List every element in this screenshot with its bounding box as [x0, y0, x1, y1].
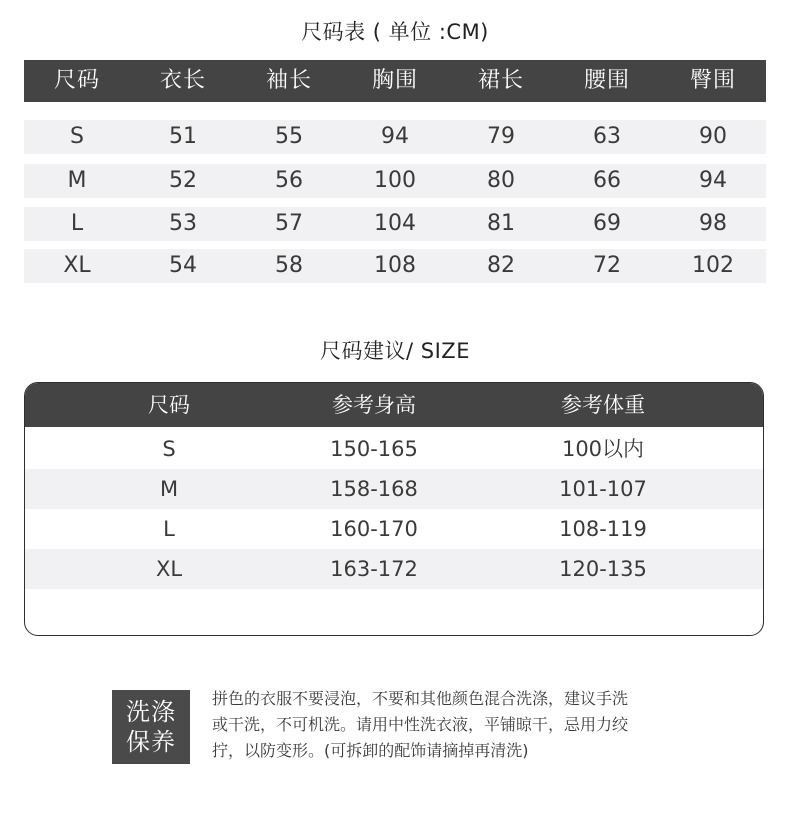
table-row: [25, 469, 763, 509]
header-waist: 腰围: [583, 68, 630, 93]
table-row: [25, 429, 763, 469]
table-cell: 98: [699, 211, 727, 236]
care-badge: [112, 690, 190, 764]
table-cell: M: [159, 477, 179, 501]
table-cell: 120-135: [559, 557, 647, 581]
suggestion-table-title: 尺码建议/ SIZE: [320, 339, 470, 363]
table-row: [25, 509, 763, 549]
table-row: [24, 249, 766, 283]
table-cell: M: [67, 168, 87, 193]
care-badge-line1: 洗涤: [126, 698, 176, 726]
table-cell: 56: [275, 168, 303, 193]
care-text-line: 或干洗，不可机洗。请用中性洗衣液，平铺晾干，忌用力绞: [212, 715, 629, 734]
table-cell: 163-172: [330, 557, 418, 581]
suggestion-table-header: [25, 383, 763, 427]
table-cell: 57: [275, 211, 303, 236]
header-height: 参考身高: [332, 393, 416, 417]
table-cell: 108: [374, 253, 416, 278]
table-cell: 94: [699, 168, 727, 193]
table-cell: S: [162, 437, 176, 461]
table-cell: 80: [487, 168, 515, 193]
table-cell: 79: [487, 124, 515, 149]
table-row: [25, 549, 763, 589]
table-cell: 94: [381, 124, 409, 149]
table-cell: 158-168: [330, 477, 418, 501]
table-cell: XL: [155, 557, 183, 581]
header-length: 衣长: [159, 68, 206, 93]
header-size: 尺码: [53, 68, 100, 93]
table-cell: S: [70, 124, 84, 149]
table-cell: 90: [699, 124, 727, 149]
table-cell: 101-107: [559, 477, 647, 501]
table-cell: 102: [692, 253, 734, 278]
table-cell: 52: [169, 168, 197, 193]
table-cell: 69: [593, 211, 621, 236]
table-cell: 55: [275, 124, 303, 149]
table-row: [24, 120, 766, 154]
table-cell: 51: [169, 124, 197, 149]
care-text-line: 拼色的衣服不要浸泡，不要和其他颜色混合洗涤，建议手洗: [212, 689, 629, 708]
header-hip: 臀围: [689, 68, 736, 93]
header-weight: 参考体重: [561, 393, 645, 417]
table-cell: XL: [63, 253, 91, 278]
table-cell: 63: [593, 124, 621, 149]
header-skirt-length: 裙长: [477, 68, 524, 93]
table-cell: 108-119: [559, 517, 647, 541]
header-sleeve: 袖长: [265, 68, 312, 93]
care-badge-line2: 保养: [126, 728, 176, 756]
table-cell: 100: [374, 168, 416, 193]
table-cell: 58: [275, 253, 303, 278]
table-cell: L: [70, 211, 84, 236]
table-cell: 81: [487, 211, 515, 236]
table-row: [24, 207, 766, 241]
table-cell: 82: [487, 253, 515, 278]
suggestion-table: [24, 382, 764, 636]
table-cell: 53: [169, 211, 197, 236]
table-cell: 100以内: [561, 437, 645, 461]
table-cell: 104: [374, 211, 416, 236]
table-cell: 72: [593, 253, 621, 278]
header-chest: 胸围: [371, 68, 418, 93]
table-cell: 54: [169, 253, 197, 278]
table-row: [24, 164, 766, 198]
table-cell: 160-170: [330, 517, 418, 541]
size-table-header: [24, 60, 766, 102]
table-cell: 66: [593, 168, 621, 193]
header-size: 尺码: [148, 393, 190, 417]
size-table-title: 尺码表 ( 单位 :CM): [301, 20, 489, 44]
table-cell: 150-165: [330, 437, 418, 461]
table-cell: L: [163, 517, 175, 541]
care-text-line: 拧，以防变形。(可拆卸的配饰请摘掉再清洗): [212, 741, 529, 760]
care-instructions: [212, 686, 692, 764]
